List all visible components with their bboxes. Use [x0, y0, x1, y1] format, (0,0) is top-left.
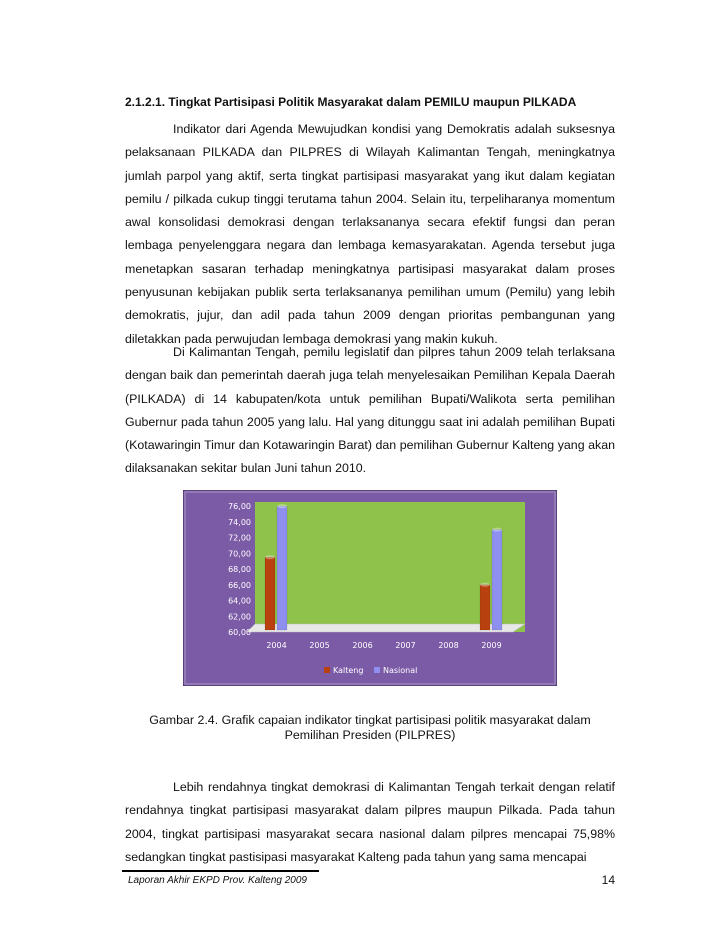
participation-chart: [183, 490, 557, 686]
y-tick-label: 76,00: [228, 502, 251, 511]
bar-top-kalteng-2004: [265, 555, 275, 559]
x-tick-label: 2005: [309, 641, 330, 650]
bar-nasional-2004: [277, 506, 287, 630]
y-tick-label: 74,00: [228, 517, 251, 527]
caption-line-2: Pemilihan Presiden (PILPRES): [284, 728, 456, 742]
x-tick-label: 2006: [352, 641, 373, 650]
bar-top-nasional-2009: [492, 528, 502, 532]
y-tick-label: 70,00: [228, 549, 251, 559]
paragraph-1: [125, 118, 615, 351]
y-tick-label: 60,00: [228, 628, 251, 637]
legend-swatch-nasional: [374, 667, 380, 673]
x-tick-label: 2009: [481, 641, 502, 650]
section-heading: 2.1.2.1. Tingkat Partisipasi Politik Masyarakat dalam PEMILU maupun PILKADA: [125, 95, 577, 109]
bar-top-kalteng-2009: [480, 583, 490, 587]
paragraph-1-text: Indikator dari Agenda Mewujudkan kondisi yang Demokratis adalah suksesnya pelaksanaan PILKADA dan PILPRES di Wilayah Kalimantan Tengah, meningkatnya jumlah parpol yang aktif, serta tingkat partisipasi masyarakat yang ikut dalam kegiatan pemilu / pilkada cukup tinggi terutama tahun 2004. Selain itu, terpeliharanya momentum awal konsolidasi demokrasi dengan terlaksananya secara efektif fungsi dan peran lembaga penyelenggara negara dan lembaga kemasyarakatan. Agenda tersebut juga menetapkan sasaran terhadap meningkatnya partisipasi masyarakat dalam proses penyusunan kebijakan publik serta terlaksananya pemilihan umum (Pemilu) yang lebih demokratis, jujur, dan adil pada tahun 2009 dengan prioritas pembangunan yang diletakkan pada perwujudan lembaga demokrasi yang makin kukuh.: [125, 122, 615, 346]
legend-label-nasional: Nasional: [383, 666, 418, 675]
bar-kalteng-2009: [480, 585, 490, 630]
chart-svg: [183, 490, 557, 686]
y-tick-label: 68,00: [228, 565, 251, 574]
legend-label-kalteng: Kalteng: [333, 666, 364, 675]
y-tick-label: 62,00: [228, 612, 251, 622]
bar-kalteng-2004: [265, 557, 275, 630]
page-number: 14: [601, 873, 615, 887]
x-tick-label: 2008: [438, 641, 459, 650]
footer-report-title: Laporan Akhir EKPD Prov. Kalteng 2009: [128, 875, 307, 886]
paragraph-3-text: Lebih rendahnya tingkat demokrasi di Kalimantan Tengah terkait dengan relatif rendahnya tingkat partisipasi masyarakat dalam pilpres maupun Pilkada. Pada tahun 2004, tingkat partisipasi masyarakat secara nasional dalam pilpres mencapai 75,98% sedangkan tingkat pastisipasi masyarakat Kalteng pada tahun yang sama mencapai: [125, 780, 615, 864]
bar-top-nasional-2004: [277, 504, 287, 508]
paragraph-2: [125, 341, 615, 481]
y-tick-label: 66,00: [228, 580, 251, 590]
paragraph-3: [125, 776, 615, 869]
x-tick-label: 2007: [395, 641, 416, 650]
figure-caption: [125, 713, 615, 743]
caption-line-1: Gambar 2.4. Grafik capaian indikator tingkat partisipasi politik masyarakat dalam: [149, 713, 591, 727]
y-tick-label: 72,00: [228, 533, 251, 543]
legend-swatch-kalteng: [324, 667, 330, 673]
paragraph-2-text: Di Kalimantan Tengah, pemilu legislatif dan pilpres tahun 2009 telah terlaksana dengan baik dan pemerintah daerah juga telah menyelesaikan Pemilihan Kepala Daerah (PILKADA) di 14 kabupaten/kota untuk pemilihan Bupati/Walikota serta pemilihan Gubernur pada tahun 2005 yang lalu. Hal yang ditunggu saat ini adalah pemilihan Bupati (Kotawaringin Timur dan Kotawaringin Barat) dan pemilihan Gubernur Kalteng yang akan dilaksanakan sekitar bulan Juni tahun 2010.: [125, 345, 615, 476]
footer-rule: [122, 870, 319, 872]
bar-nasional-2009: [492, 530, 502, 630]
x-tick-label: 2004: [266, 641, 287, 650]
y-tick-label: 64,00: [228, 596, 251, 606]
